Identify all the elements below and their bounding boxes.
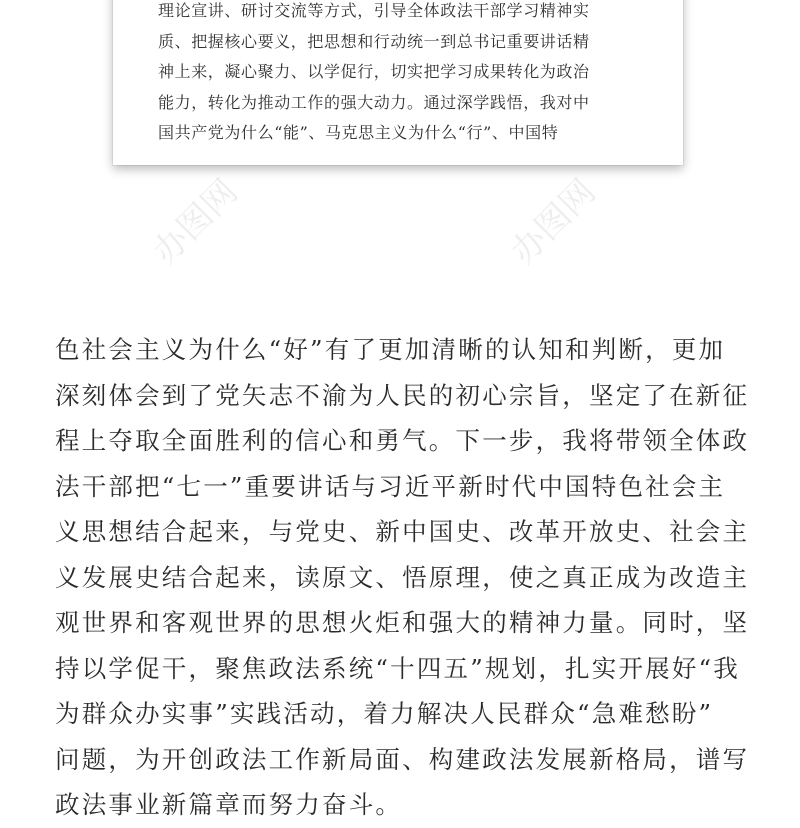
body-paragraph	[55, 327, 755, 828]
card-line: 能力，转化为推动工作的强大动力。通过深学践悟，我对中	[158, 92, 590, 112]
card-line: 理论宣讲、研讨交流等方式，引导全体政法干部学习精神实	[158, 1, 590, 20]
body-line: 义思想结合起来，与党史、新中国史、改革开放史、社会主	[55, 517, 750, 546]
body-line: 深刻体会到了党矢志不渝为人民的初心宗旨，坚定了在新征	[55, 380, 750, 410]
card-line: 神上来，凝心聚力、以学促行，切实把学习成果转化为政治	[158, 62, 590, 81]
card-line: 质、把握核心要义，把思想和行动统一到总书记重要讲话精	[158, 31, 590, 51]
body-line: 政法事业新篇章而努力奋斗。	[55, 790, 403, 819]
card-line: 国共产党为什么“能”、马克思主义为什么“行”、中国特	[158, 123, 559, 142]
body-line: 持以学促干，聚焦政法系统“十四五”规划，扎实开展好“我	[55, 653, 740, 683]
body-line: 为群众办实事”实践活动，着力解决人民群众“急难愁盼”	[55, 699, 714, 728]
watermark: 办图网	[145, 171, 246, 273]
body-line: 程上夺取全面胜利的信心和勇气。下一步，我将带领全体政	[55, 426, 750, 455]
body-line: 问题，为开创政法工作新局面、构建政法发展新格局，谱写	[55, 744, 750, 774]
watermark: 办图网	[503, 171, 604, 273]
body-line: 色社会主义为什么“好”有了更加清晰的认知和判断，更加	[55, 335, 726, 364]
body-line: 观世界和客观世界的思想火炬和强大的精神力量。同时，坚	[55, 608, 750, 637]
body-line: 法干部把“七一”重要讲话与习近平新时代中国特色社会主	[55, 471, 726, 501]
body-line: 义发展史结合起来，读原文、悟原理，使之真正成为改造主	[55, 562, 750, 592]
page-preview-card	[113, 0, 683, 165]
card-paragraph	[158, 0, 648, 149]
